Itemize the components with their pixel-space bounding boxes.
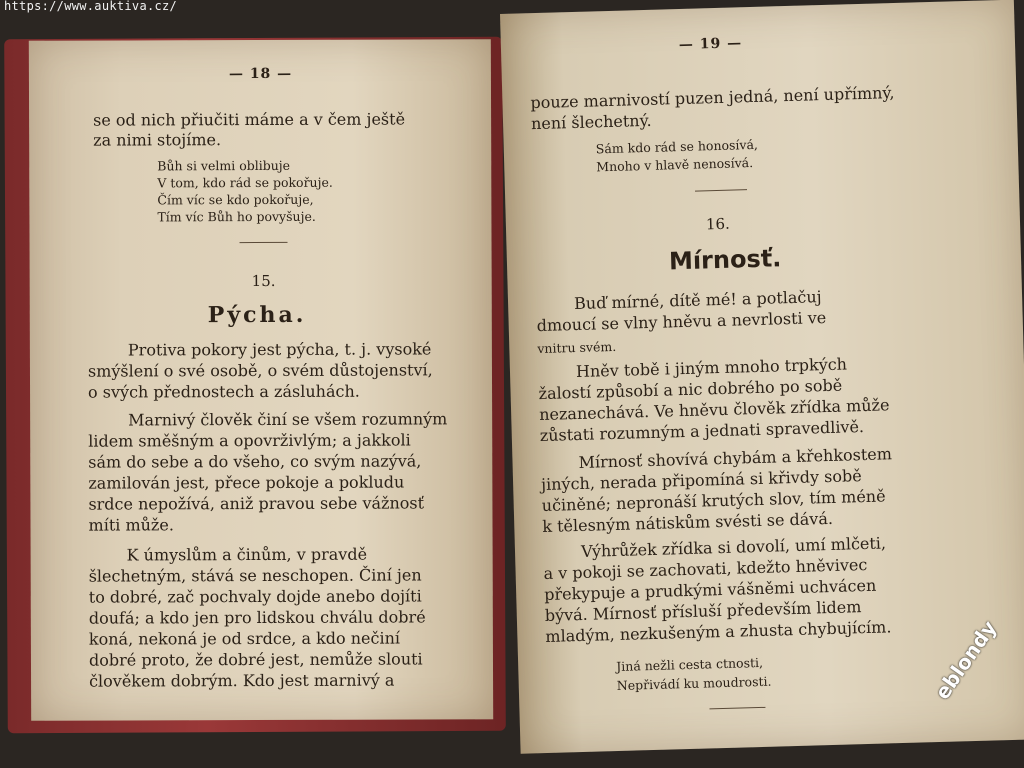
verse-line: Tím víc Bůh ho povyšuje.	[157, 208, 316, 225]
text-line: doufá; a kdo jen pro lidskou chválu dobré	[88, 607, 426, 628]
text-line: srdce nepožívá, aniž pravou sebe vážnosť	[88, 493, 425, 514]
right-page	[500, 0, 1024, 754]
text-line: Buď mírné, dítě mé! a potlačuj	[573, 287, 822, 314]
section-divider	[709, 707, 765, 710]
text-line: Mírnosť shovívá chybám a křehkostem	[578, 444, 893, 472]
text-line: smýšlení o své osobě, o svém důstojenství,	[87, 360, 433, 381]
text-line: to dobré, zač pochvaly dojde anebo dojíti	[88, 586, 422, 607]
verse-line: Sám kdo rád se honosívá,	[595, 136, 759, 157]
text-line: za nimi stojíme.	[93, 130, 222, 150]
left-page	[29, 39, 493, 721]
text-line: Hněv tobě i jiným mnoho trpkých	[575, 354, 848, 382]
auction-url-watermark: https://www.auktiva.cz/	[4, 0, 178, 13]
text-line: Marnivý člověk činí se všem rozumným	[128, 409, 448, 430]
text-line: vnitru svém.	[537, 338, 617, 357]
text-line: jiných, nerada připomíná si křivdy sobě	[540, 466, 862, 495]
verse-line: V tom, kdo rád se pokořuje.	[157, 174, 333, 191]
text-line: lidem směšným a opovrživlým; a jakkoli	[88, 430, 411, 451]
section-title: Pýcha.	[207, 301, 307, 329]
text-line: zůstati rozumným a jednati spravedlivě.	[539, 417, 865, 446]
text-line: Výhrůžek zřídka si dovolí, umí mlčeti,	[580, 533, 887, 561]
text-line: míti může.	[88, 515, 174, 535]
text-line: K úmyslům a činům, v pravdě	[126, 544, 368, 565]
text-line: člověkem dobrým. Kdo jest marnivý a	[89, 670, 395, 691]
page-number-right: — 19 —	[678, 35, 743, 54]
text-line: pouze marnivostí puzen jedná, není upřímný,	[530, 83, 895, 113]
text-line: a v pokoji se zachovati, kdežto hněvivec	[543, 554, 868, 583]
text-line: Protiva pokory jest pýcha, t. j. vysoké	[127, 339, 432, 360]
verse-line: Bůh si velmi oblibuje	[157, 157, 291, 174]
text-line: o svých přednostech a zásluhách.	[88, 381, 360, 402]
text-line: učiněné; nepronáší krutých slov, tím méně	[541, 486, 886, 516]
text-line: žalostí způsobí a nic dobrého po sobě	[538, 375, 843, 404]
text-line: sám do sebe a do všeho, co svým nazývá,	[88, 451, 422, 472]
text-line: překypuje a prudkými vášněmi uchvácen	[543, 575, 877, 604]
text-line: není šlechetný.	[530, 110, 652, 134]
section-number: 16.	[705, 214, 731, 234]
verse-line: Jiná nežli cesta ctnosti,	[616, 654, 764, 675]
text-line: nezanechává. Ve hněvu člověk zřídka může	[538, 395, 890, 425]
page-number-left: — 18 —	[228, 65, 293, 83]
text-line: k tělesným nátiskům svésti se dává.	[542, 508, 834, 537]
section-number: 15.	[251, 271, 276, 291]
seller-watermark: eblondy	[930, 616, 1002, 704]
text-line: koná, nekoná je od srdce, a kdo nečiní	[88, 628, 401, 649]
section-divider	[240, 242, 288, 243]
section-divider	[695, 189, 747, 191]
text-line: šlechetným, stává se neschopen. Činí jen	[88, 565, 422, 586]
text-line: zamilován jest, přece pokoje a pokludu	[88, 472, 405, 493]
verse-line: Mnoho v hlavě nenosívá.	[596, 154, 754, 175]
text-line: se od nich přiučiti máme a v čem ještě	[93, 109, 406, 130]
text-line: bývá. Mírnosť přísluší především lidem	[544, 597, 862, 625]
verse-line: Nepřivádí ku moudrosti.	[616, 673, 772, 693]
text-line: dobré proto, že dobré jest, nemůže slouti	[88, 649, 423, 670]
verse-line: Čím víc se kdo pokořuje,	[157, 191, 314, 208]
text-line: mladým, nezkušeným a zhusta chybujícím.	[545, 617, 892, 646]
section-title: Mírnosť.	[668, 244, 782, 276]
text-line: dmoucí se vlny hněvu a nevrlosti ve	[536, 308, 827, 336]
